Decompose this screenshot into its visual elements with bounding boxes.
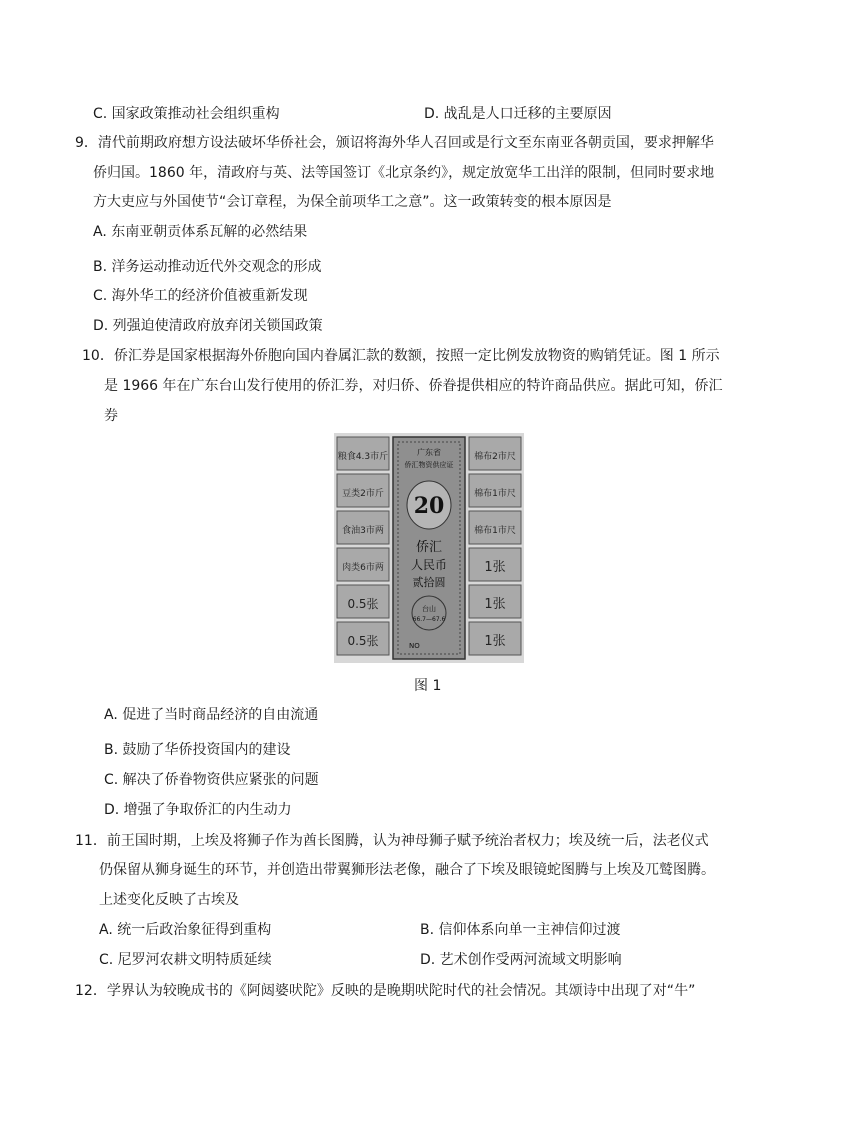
coupon-right-item-3: 棉布1市尺 [474,526,516,536]
q8-option-c: C. 国家政策推动社会组织重构 [93,106,280,122]
q11-stem-line-2: 仍保留从狮身诞生的环节，并创造出带翼狮形法老像，融合了下埃及眼镜蛇图腾与上埃及兀鹫图腾。 [99,862,715,878]
figure-caption: 图 1 [414,678,442,694]
q11-option-a: A. 统一后政治象征得到重构 [99,922,272,938]
q11-stem-line-1: 11．前王国时期，上埃及将狮子作为酋长图腾，认为神母狮子赋予统治者权力；埃及统一后，法老仪式 [75,833,709,849]
q10-stem-line-2: 是 1966 年在广东台山发行使用的侨汇券，对归侨、侨眷提供相应的特许商品供应。据此可知，侨汇 [104,378,723,394]
q8-option-d: D. 战乱是人口迁移的主要原因 [424,106,612,122]
coupon-left-item-3: 食油3市两 [342,526,384,536]
coupon-line-1: 侨汇 [415,540,443,555]
q10-stem-line-1: 10．侨汇券是国家根据海外侨胞向国内眷属汇款的数额，按照一定比例发放物资的购销凭证。图 1 所示 [82,348,720,364]
coupon-left-item-5: 0.5张 [347,597,379,611]
coupon-right-item-5: 1张 [484,597,506,612]
coupon-right-item-2: 棉布1市尺 [474,489,516,499]
q9-stem-line-1: 9．清代前期政府想方设法破坏华侨社会，颁诏将海外华人召回或是行文至东南亚各朝贡国，要求押解华 [75,135,714,151]
coupon-header: 广东省 [417,448,441,457]
coupon-serial: NO [409,642,420,650]
coupon-image [334,433,524,663]
q11-option-c: C. 尼罗河农耕文明特质延续 [99,952,272,968]
coupon-left-item-4: 肉类6市两 [342,563,384,573]
coupon-line-2: 人民币 [410,558,448,572]
q11-stem-line-3: 上述变化反映了古埃及 [99,892,239,908]
q9-option-d: D. 列强迫使清政府放弃闭关锁国政策 [93,318,323,334]
q9-stem-line-2: 侨归国。1860 年，清政府与英、法等国签订《北京条约》，规定放宽华工出洋的限制，但同时要求地 [93,165,715,181]
q9-option-b: B. 洋务运动推动近代外交观念的形成 [93,259,322,275]
coupon-face-value: 20 [413,493,445,519]
q10-option-b: B. 鼓励了华侨投资国内的建设 [104,742,291,758]
overseas-remittance-coupon-figure [334,433,524,663]
q11-option-b: B. 信仰体系向单一主神信仰过渡 [420,922,621,938]
coupon-subheader: 侨汇物资供应证 [404,461,454,469]
q10-option-a: A. 促进了当时商品经济的自由流通 [104,707,319,723]
q12-stem-line-1: 12．学界认为较晚成书的《阿闼婆吠陀》反映的是晚期吠陀时代的社会情况。其颂诗中出现了对“牛” [75,983,696,999]
q9-option-a: A. 东南亚朝贡体系瓦解的必然结果 [93,224,308,240]
coupon-date: 66.7—67.6 [412,616,446,623]
coupon-left-item-6: 0.5张 [347,634,379,648]
coupon-left-item-2: 豆类2市斤 [342,489,384,499]
q11-option-d: D. 艺术创作受两河流域文明影响 [420,952,622,968]
coupon-right-item-1: 棉布2市尺 [474,452,516,462]
q9-option-c: C. 海外华工的经济价值被重新发现 [93,288,308,304]
q10-option-d: D. 增强了争取侨汇的内生动力 [104,802,292,818]
coupon-left-item-1: 粮食4.3市斤 [337,452,389,462]
q10-stem-line-3: 券 [104,408,118,424]
coupon-line-3: 贰拾圆 [412,576,446,589]
coupon-center-panel [393,437,465,659]
q9-stem-line-3: 方大吏应与外国使节“会订章程，为保全前项华工之意”。这一政策转变的根本原因是 [93,194,612,210]
q10-option-c: C. 解决了侨眷物资供应紧张的问题 [104,772,319,788]
coupon-stamp: 台山 [422,605,436,613]
coupon-right-item-4: 1张 [484,560,506,575]
coupon-right-item-6: 1张 [484,634,506,649]
